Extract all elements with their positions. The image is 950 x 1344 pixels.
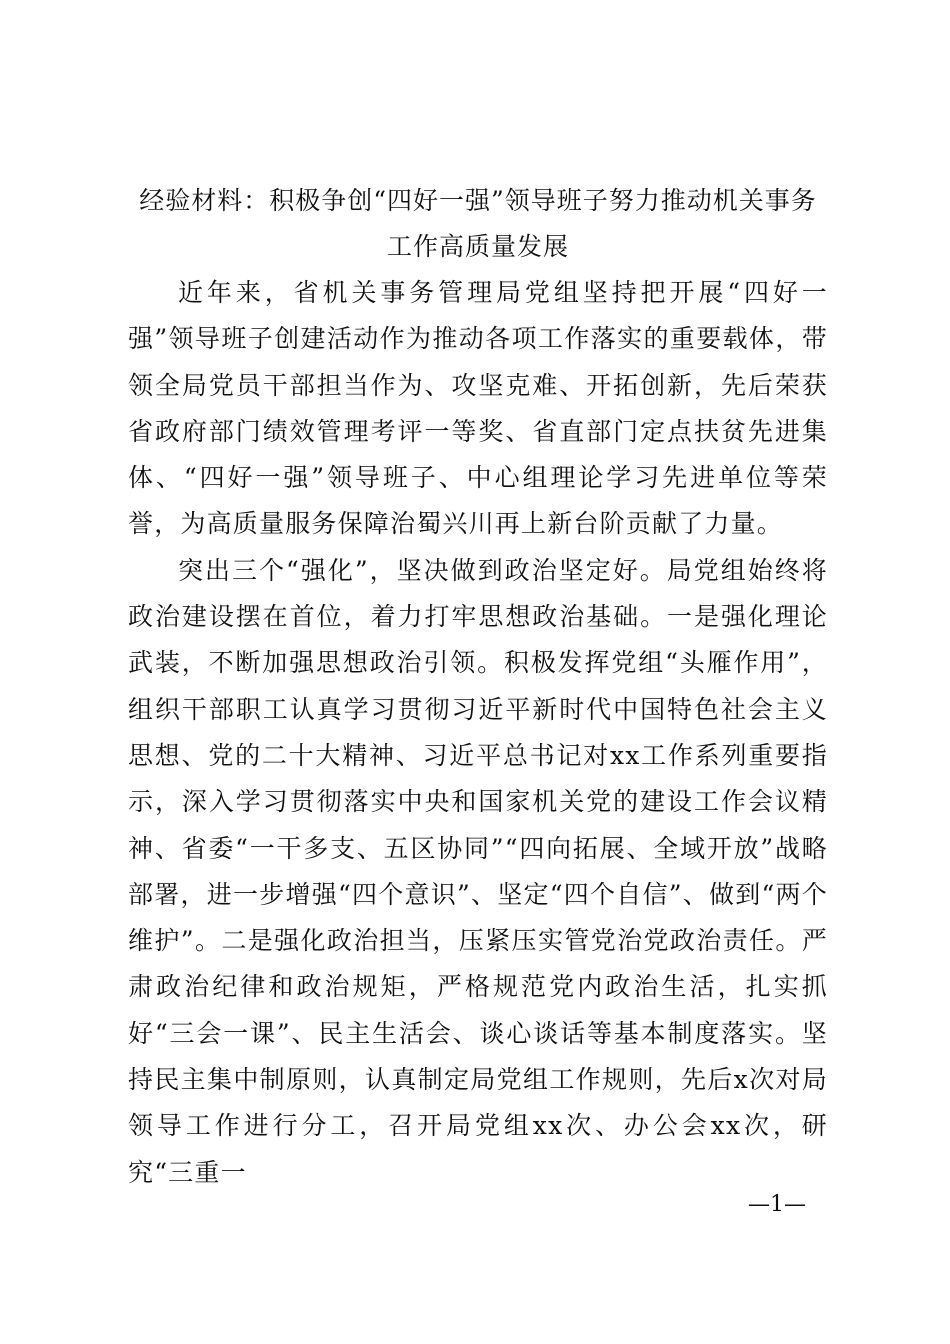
document-title: 经验材料：积极争创“四好一强”领导班子努力推动机关事务工作高质量发展 [139, 186, 817, 261]
paragraph-political: 突出三个“强化”，坚决做到政治坚定好。局党组始终将政治建设摆在首位，着力打牢思想政治基础。一是强化理论武装，不断加强思想政治引领。积极发挥党组“头雁作用”，组织干部职工认真学习贯彻习近平新时代中国特色社会主义思想、党的二十大精神、习近平总书记对xx工作系列重要指示，深入学习贯彻落实中央和国家机关党的建设工作会议精神、省委“一干多支、五区协同”“四向拓展、全域开放”战略部署，进一步增强“四个意识”、坚定“四个自信”、做到“两个维护”。二是强化政治担当，压紧压实管党治党政治责任。严肃政治纪律和政治规矩，严格规范党内政治生活，扎实抓好“三会一课”、民主生活会、谈心谈话等基本制度落实。坚持民主集中制原则，认真制定局党组工作规则，先后x次对局领导工作进行分工，召开局党组xx次、办公会xx次，研究“三重一 [128, 555, 828, 1187]
page-number: —1— [748, 1192, 806, 1217]
document-body [128, 178, 828, 1196]
paragraph-intro: 近年来，省机关事务管理局党组坚持把开展“四好一强”领导班子创建活动作为推动各项工作落实的重要载体，带领全局党员干部担当作为、攻坚克难、开拓创新，先后荣获省政府部门绩效管理考评一等奖、省直部门定点扶贫先进集体、“四好一强”领导班子、中心组理论学习先进单位等荣誉，为高质量服务保障治蜀兴川再上新台阶贡献了力量。 [128, 278, 828, 539]
